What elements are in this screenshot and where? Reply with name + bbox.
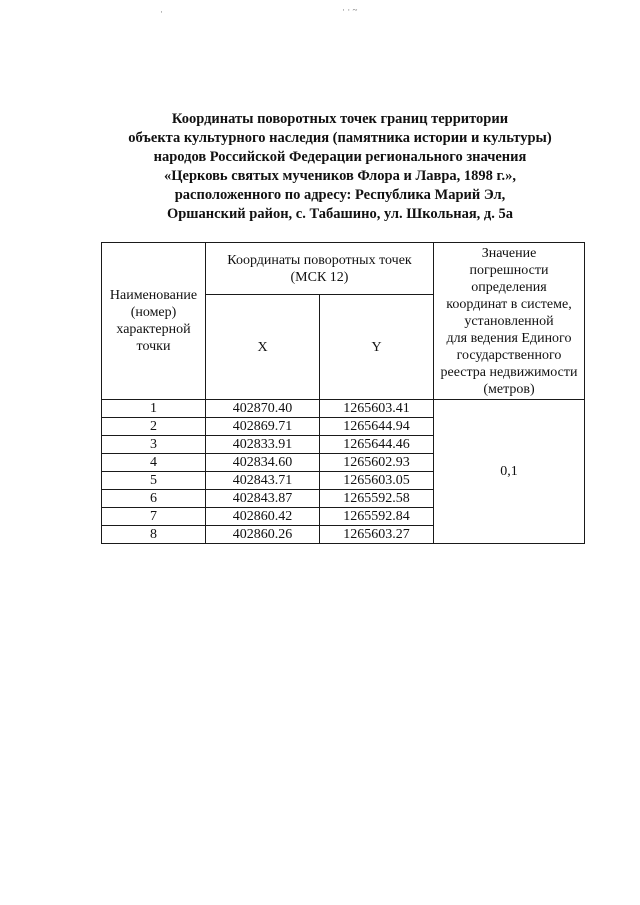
point-y: 1265644.46 <box>320 436 434 454</box>
point-number: 1 <box>102 400 206 418</box>
header-x: X <box>206 295 320 400</box>
point-x: 402834.60 <box>206 454 320 472</box>
point-x: 402869.71 <box>206 418 320 436</box>
point-y: 1265603.41 <box>320 400 434 418</box>
title-line: Оршанский район, с. Табашино, ул. Школьная, д. 5а <box>166 206 514 222</box>
scan-mark-right: · · ~ <box>342 5 358 15</box>
table-row <box>102 400 585 418</box>
point-x: 402843.87 <box>206 490 320 508</box>
header-error: Значение погрешности определения координат в системе, установленной для ведения Единого государственного реестра недвижимости (метров) <box>434 243 585 400</box>
scan-mark-left: · <box>160 7 163 17</box>
point-x: 402860.42 <box>206 508 320 526</box>
point-y: 1265603.27 <box>320 526 434 544</box>
point-number: 7 <box>102 508 206 526</box>
title-line: расположенного по адресу: Республика Марий Эл, <box>174 187 506 203</box>
point-x: 402860.26 <box>206 526 320 544</box>
point-number: 5 <box>102 472 206 490</box>
point-number: 4 <box>102 454 206 472</box>
error-value: 0,1 <box>434 400 585 544</box>
point-number: 2 <box>102 418 206 436</box>
point-number: 8 <box>102 526 206 544</box>
point-y: 1265603.05 <box>320 472 434 490</box>
point-x: 402843.71 <box>206 472 320 490</box>
title-line: объекта культурного наследия (памятника истории и культуры) <box>128 130 552 146</box>
document-title <box>80 110 600 224</box>
point-y: 1265602.93 <box>320 454 434 472</box>
point-y: 1265644.94 <box>320 418 434 436</box>
point-x: 402870.40 <box>206 400 320 418</box>
point-number: 6 <box>102 490 206 508</box>
title-line: Координаты поворотных точек границ территории <box>171 111 509 127</box>
header-coordinates: Координаты поворотных точек (МСК 12) <box>206 243 434 295</box>
point-x: 402833.91 <box>206 436 320 454</box>
title-line: народов Российской Федерации регионального значения <box>153 149 527 165</box>
point-number: 3 <box>102 436 206 454</box>
point-y: 1265592.84 <box>320 508 434 526</box>
coordinates-table <box>101 242 585 544</box>
point-y: 1265592.58 <box>320 490 434 508</box>
header-y: Y <box>320 295 434 400</box>
header-point-name: Наименование (номер) характерной точки <box>102 243 206 400</box>
title-line: «Церковь святых мучеников Флора и Лавра, 1898 г.», <box>164 168 516 184</box>
